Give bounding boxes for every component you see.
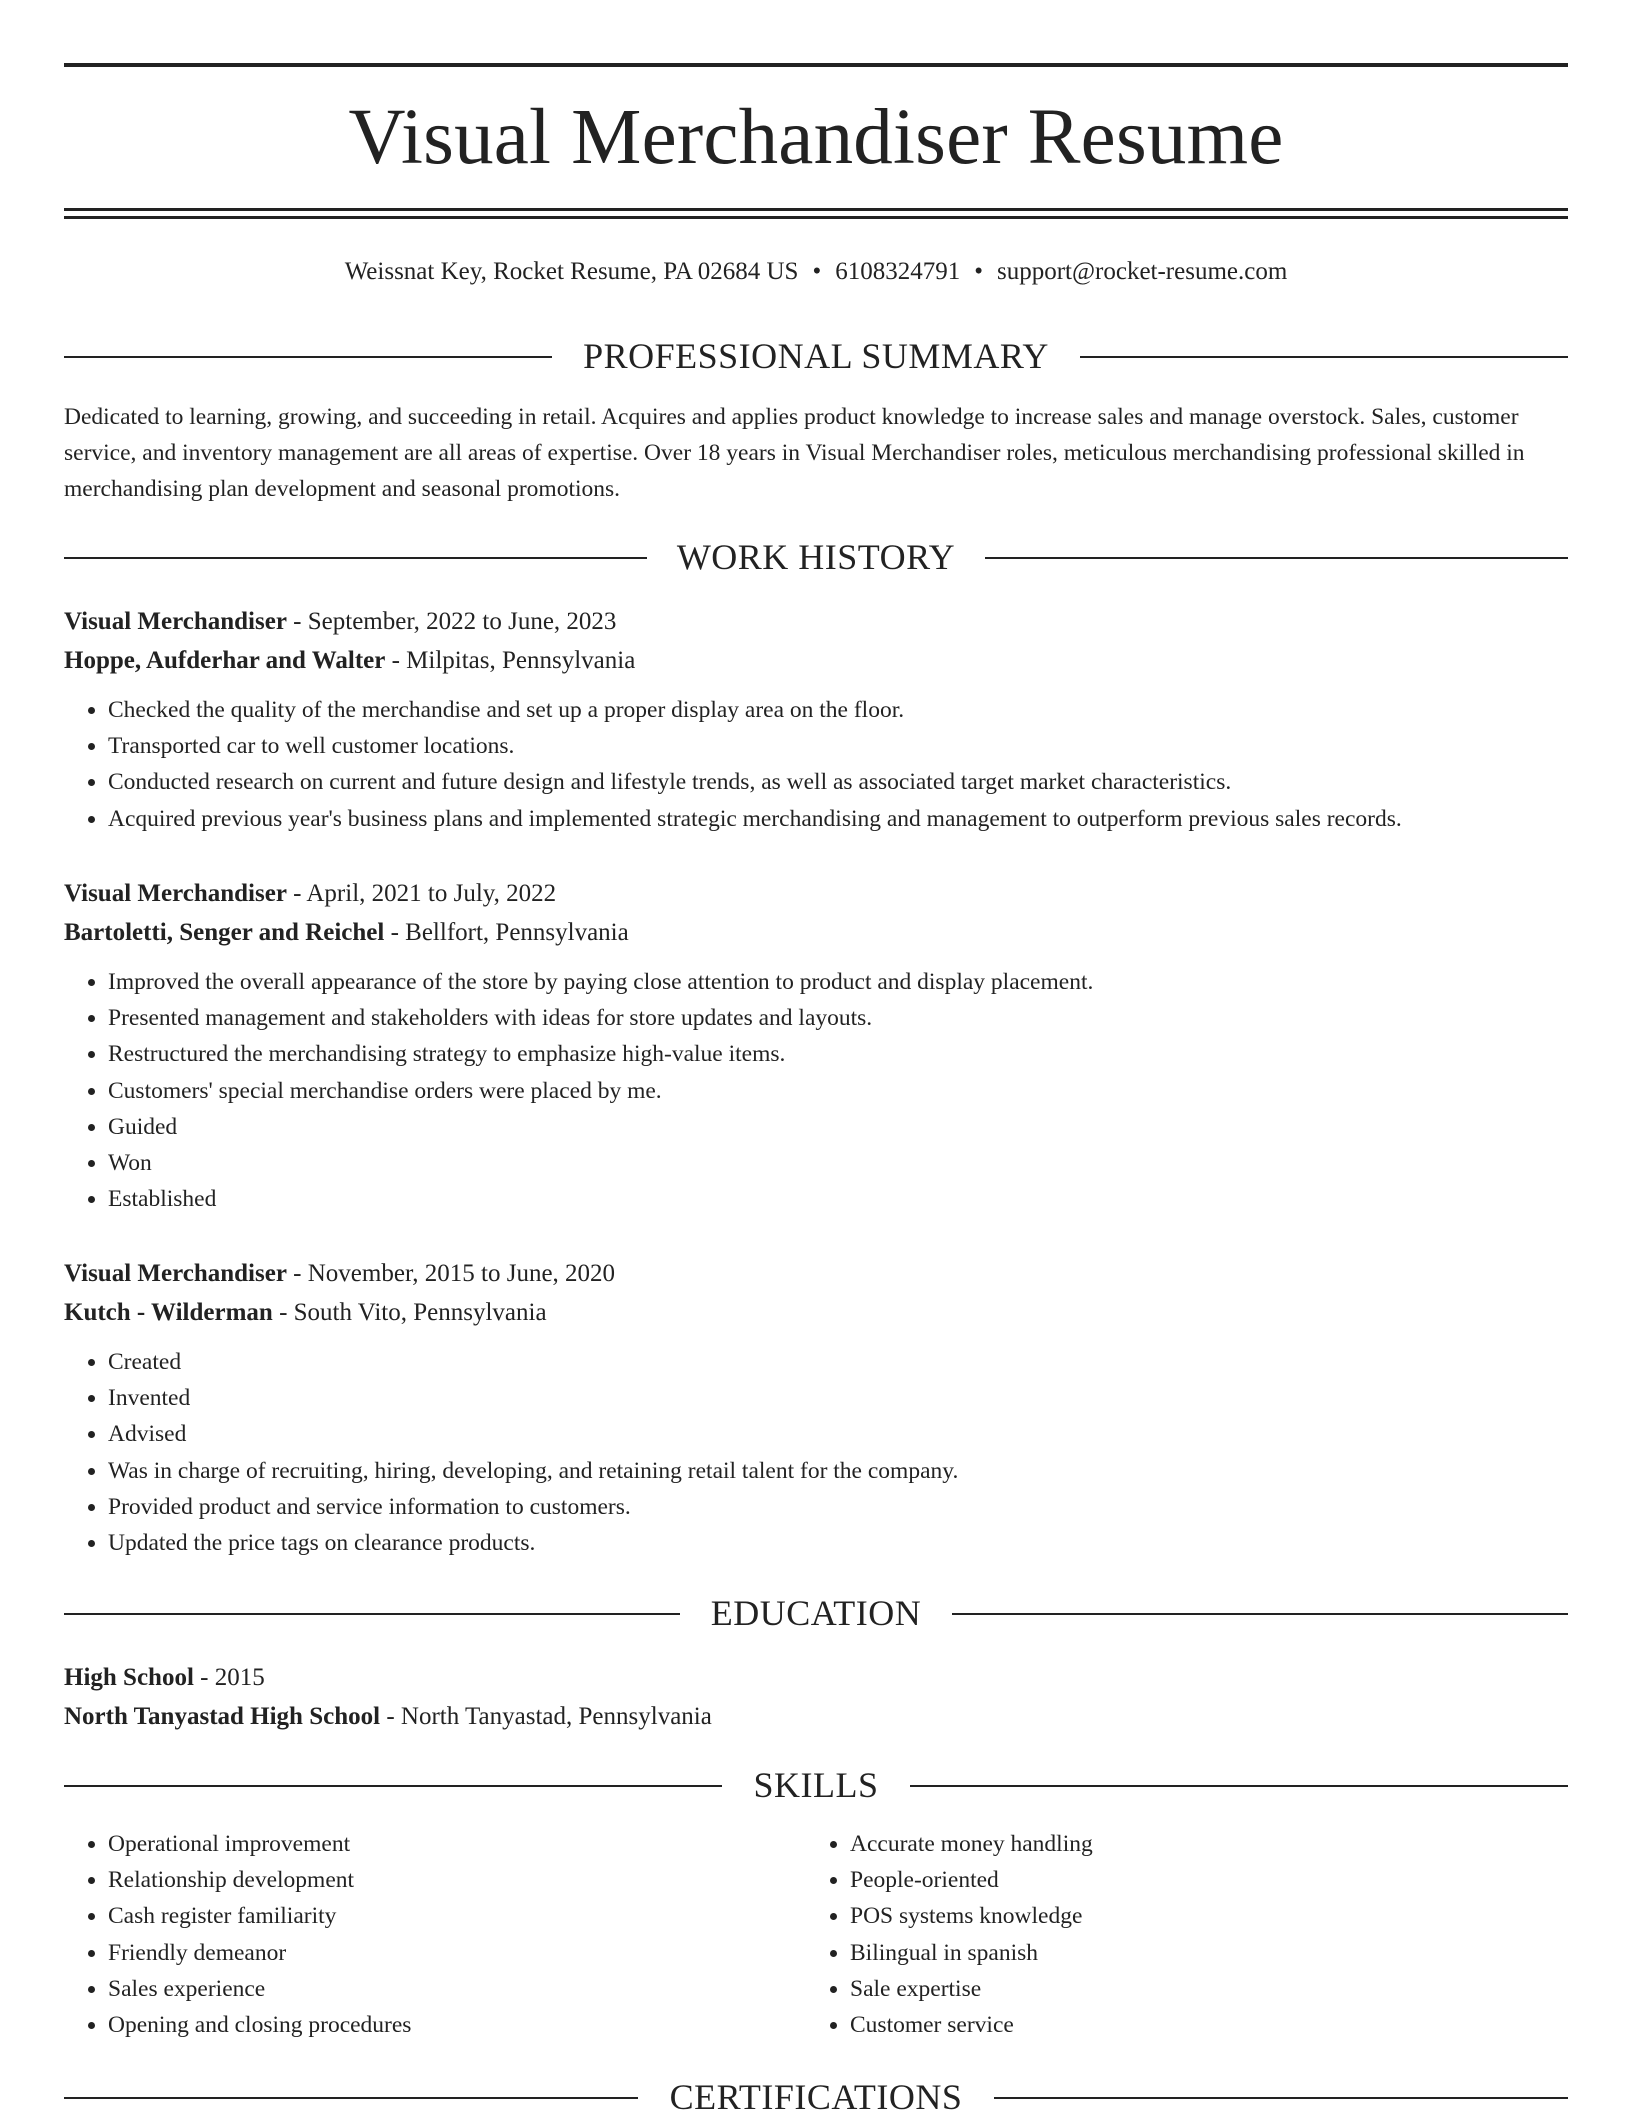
list-item: • Established [108,1181,1568,1217]
list-item: • Won [108,1145,1568,1181]
contact-email: support@rocket-resume.com [997,258,1288,285]
contact-address: Weissnat Key, Rocket Resume, PA 02684 US [344,258,799,285]
list-item: • Advised [108,1416,1568,1452]
title-rule-upper [64,208,1568,211]
section-header-education [64,1593,1568,1633]
job-company-line [64,1293,1568,1332]
skill-item: • Accurate money handling [850,1826,1550,1862]
section-rule-right [952,1613,1568,1615]
job-location: - Milpitas, Pennsylvania [385,647,636,674]
section-rule-right [1080,356,1568,358]
skill-item: • Operational improvement [108,1826,808,1862]
list-item: • Improved the overall appearance of the store by paying close attention to product and display placement. [108,964,1568,1000]
job-company-line [64,641,1568,680]
job-bullets [64,964,1568,1217]
skill-item: • Cash register familiarity [108,1898,808,1934]
section-header-skills [64,1765,1568,1805]
job-role: Visual Merchandiser [64,608,287,635]
section-title: PROFESSIONAL SUMMARY [583,336,1049,376]
list-item: • Restructured the merchandising strategy to emphasize high-value items. [108,1036,1568,1072]
skill-item: • Opening and closing procedures [108,2007,808,2043]
top-rule [64,63,1568,67]
list-item: • Invented [108,1380,1568,1416]
job-role: Visual Merchandiser [64,880,287,907]
skill-item: • People-oriented [850,1862,1550,1898]
list-item: • Updated the price tags on clearance products. [108,1525,1568,1561]
list-item: • Was in charge of recruiting, hiring, developing, and retaining retail talent for the company. [108,1453,1568,1489]
job-entry [64,1254,1568,1561]
job-company: Bartoletti, Senger and Reichel [64,919,385,946]
skills-column-right [806,1826,1550,2043]
title-rule-lower [64,216,1568,219]
job-dates: - April, 2021 to July, 2022 [286,880,557,907]
list-item: • Acquired previous year's business plans and implemented strategic merchandising and management to outperform previous sales records. [108,801,1568,837]
job-bullets [64,692,1568,837]
job-title-line [64,1254,1568,1293]
section-header-certifications [64,2077,1568,2117]
job-company: Hoppe, Aufderhar and Walter [64,647,386,674]
list-item: • Presented management and stakeholders with ideas for store updates and layouts. [108,1000,1568,1036]
job-location: - Bellfort, Pennsylvania [384,919,629,946]
education-location: - North Tanyastad, Pennsylvania [380,1703,712,1730]
list-item: • Conducted research on current and future design and lifestyle trends, as well as associated target market characteristics. [108,764,1568,800]
summary-text: Dedicated to learning, growing, and succeeding in retail. Acquires and applies product knowledge to increase sales and manage overstock. Sales, customer service, and inventory management are all areas of expertise. Over 18 years in Visual Merchandiser roles, meticulous merchandising professional skilled in merchandising plan development and seasonal promotions. [64,404,1525,502]
job-company-line [64,913,1568,952]
job-location: - South Vito, Pennsylvania [272,1299,547,1326]
contact-phone: 6108324791 [835,258,961,285]
skill-item: • Friendly demeanor [108,1935,808,1971]
job-dates: - September, 2022 to June, 2023 [286,608,617,635]
job-bullets [64,1344,1568,1561]
list-item: • Created [108,1344,1568,1380]
education-degree: High School [64,1664,194,1691]
skill-item: • POS systems knowledge [850,1898,1550,1934]
list-item: • Checked the quality of the merchandise and set up a proper display area on the floor. [108,692,1568,728]
education-school-line [64,1697,1568,1736]
section-title: CERTIFICATIONS [669,2077,963,2117]
skill-item: • Sale expertise [850,1971,1550,2007]
job-title-line [64,602,1568,641]
job-entry [64,874,1568,1217]
list-item: • Transported car to well customer locations. [108,728,1568,764]
education-year: - 2015 [193,1664,265,1691]
education-school: North Tanyastad High School [64,1703,381,1730]
contact-separator: • [974,258,983,285]
contact-line [64,256,1568,288]
job-dates: - November, 2015 to June, 2020 [286,1260,616,1287]
resume-title: Visual Merchandiser Resume [348,94,1284,181]
section-rule-right [910,1785,1568,1787]
list-item: • Guided [108,1109,1568,1145]
section-rule-right [994,2097,1568,2099]
job-company: Kutch - Wilderman [64,1299,273,1326]
skill-item: • Bilingual in spanish [850,1935,1550,1971]
skill-item: • Customer service [850,2007,1550,2043]
education-entry [64,1658,1568,1736]
job-entry [64,602,1568,837]
section-title: EDUCATION [710,1593,922,1633]
job-title-line [64,874,1568,913]
job-role: Visual Merchandiser [64,1260,287,1287]
contact-separator: • [812,258,822,285]
skills-column-left [64,1826,808,2043]
skill-item: • Sales experience [108,1971,808,2007]
section-header-summary [64,336,1568,376]
skill-item: • Relationship development [108,1862,808,1898]
section-rule-right [985,557,1568,559]
section-title: SKILLS [753,1765,879,1805]
list-item: • Provided product and service information to customers. [108,1489,1568,1525]
education-degree-line [64,1658,1568,1697]
section-title: WORK HISTORY [676,537,956,577]
section-header-work-history [64,537,1568,577]
list-item: • Customers' special merchandise orders were placed by me. [108,1073,1568,1109]
